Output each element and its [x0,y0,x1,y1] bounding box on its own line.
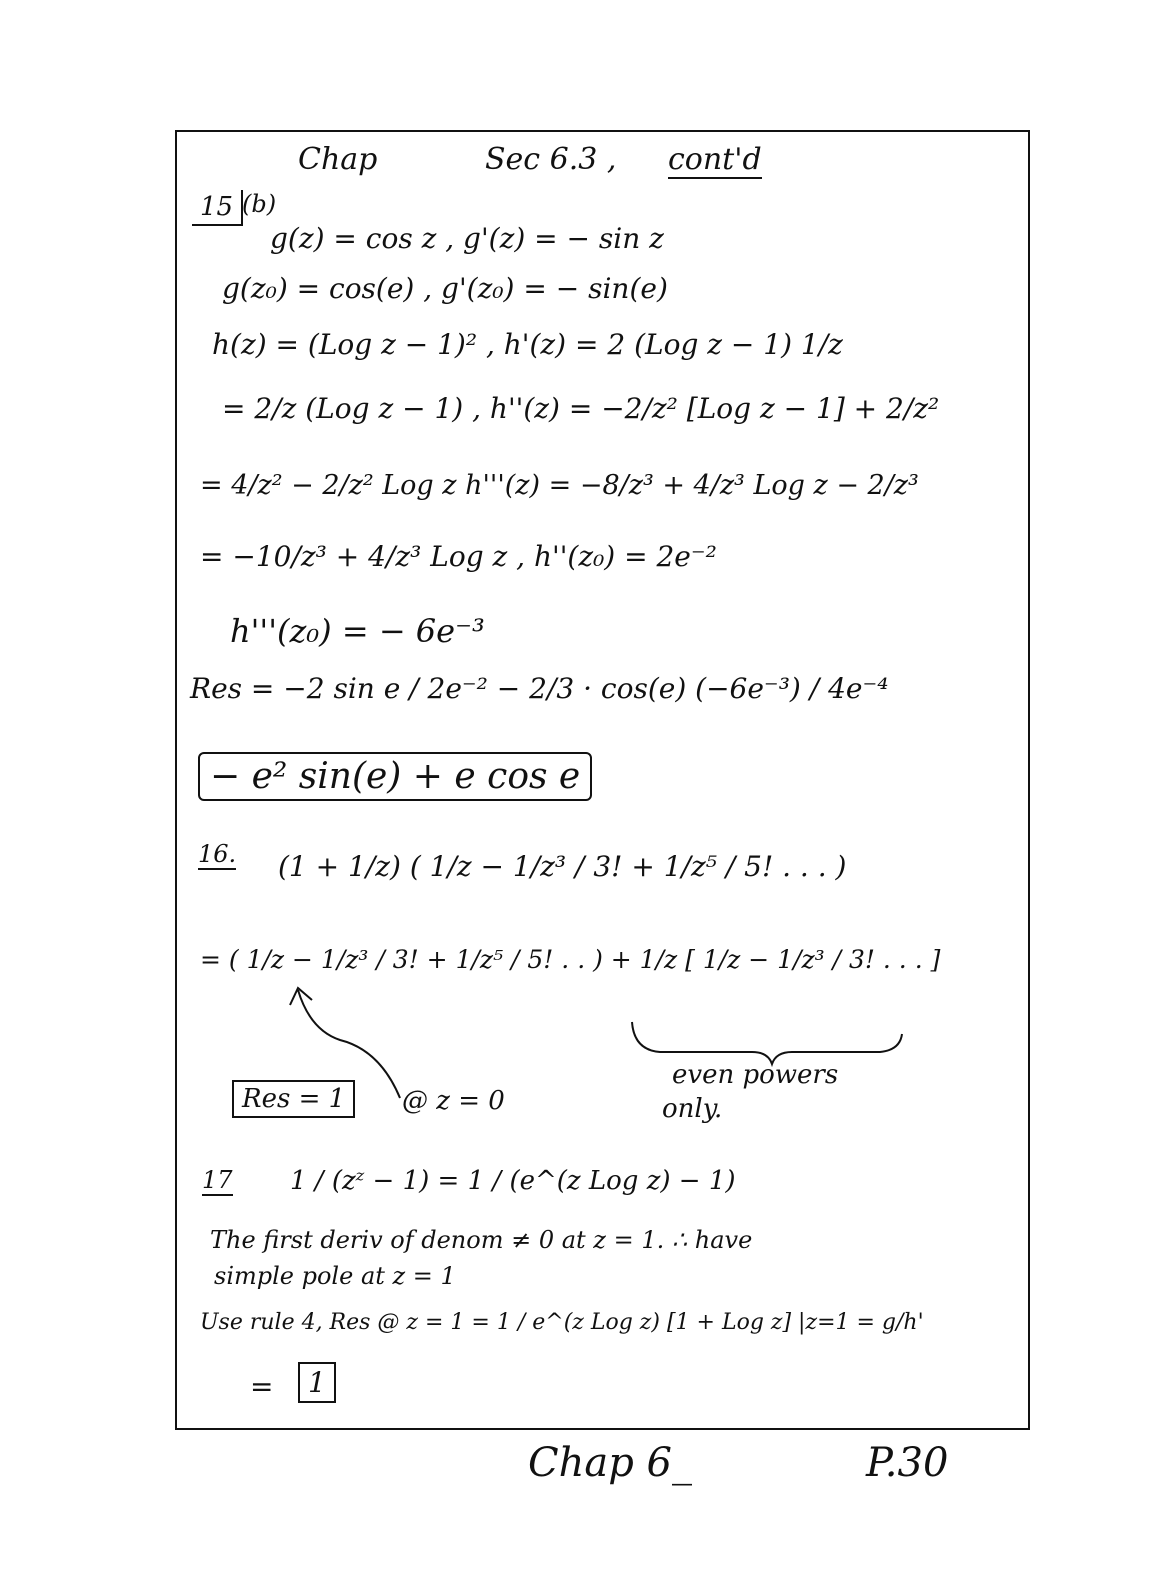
p15-line-4: = 2/z (Log z − 1) , h''(z) = −2/z² [Log z − 1] + 2/z² [222,392,940,425]
p15-line-1: g(z) = cos z , g'(z) = − sin z [270,222,664,255]
p15-line-3: h(z) = (Log z − 1)² , h'(z) = 2 (Log z − 1) 1/z [212,328,843,361]
problem-15-part: (b) [242,190,277,218]
problem-16-label: 16. [198,840,237,868]
problem-15-label: 15 [192,190,243,226]
p16-line-2: = ( 1/z − 1/z³ / 3! + 1/z⁵ / 5! . . ) + 1/z [ 1/z − 1/z³ / 3! . . . ] [200,945,941,974]
problem-17-label: 17 [202,1166,233,1194]
p15-line-2: g(z₀) = cos(e) , g'(z₀) = − sin(e) [222,272,668,305]
p17-answer-box: 1 [298,1362,336,1403]
p16-line-1: (1 + 1/z) ( 1/z − 1/z³ / 3! + 1/z⁵ / 5! . . . ) [278,850,847,883]
p15-line-8: Res = −2 sin e / 2e⁻² − 2/3 · cos(e) (−6e⁻³) / 4e⁻⁴ [190,672,889,705]
p16-res-at: @ z = 0 [402,1086,505,1116]
p15-line-7: h'''(z₀) = − 6e⁻³ [230,612,485,650]
p17-text-1: The first deriv of denom ≠ 0 at z = 1. ∴ have [210,1226,753,1254]
header-chap: Chap [298,142,378,177]
p15-result-box: − e² sin(e) + e cos e [198,752,592,801]
p17-answer-prefix: = [250,1370,274,1403]
header-section: Sec 6.3 , [485,142,617,177]
p16-note-line-1: even powers [672,1060,839,1090]
p16-note-line-2: only. [662,1094,723,1124]
header-contd: cont'd [668,142,762,177]
p15-line-5: = 4/z² − 2/z² Log z h'''(z) = −8/z³ + 4/z³ Log z − 2/z³ [200,470,919,501]
p17-text-3: Use rule 4, Res @ z = 1 = 1 / e^(z Log z) [1 + Log z] |z=1 = g/h' [200,1310,924,1335]
footer-chapter: Chap 6_ [528,1440,692,1486]
p15-line-6: = −10/z³ + 4/z³ Log z , h''(z₀) = 2e⁻² [200,540,717,573]
p17-line-1: 1 / (zᶻ − 1) = 1 / (e^(z Log z) − 1) [290,1166,736,1196]
p16-res-box: Res = 1 [232,1080,355,1118]
p17-text-2: simple pole at z = 1 [214,1262,456,1290]
footer-page-number: P.30 [866,1440,949,1486]
